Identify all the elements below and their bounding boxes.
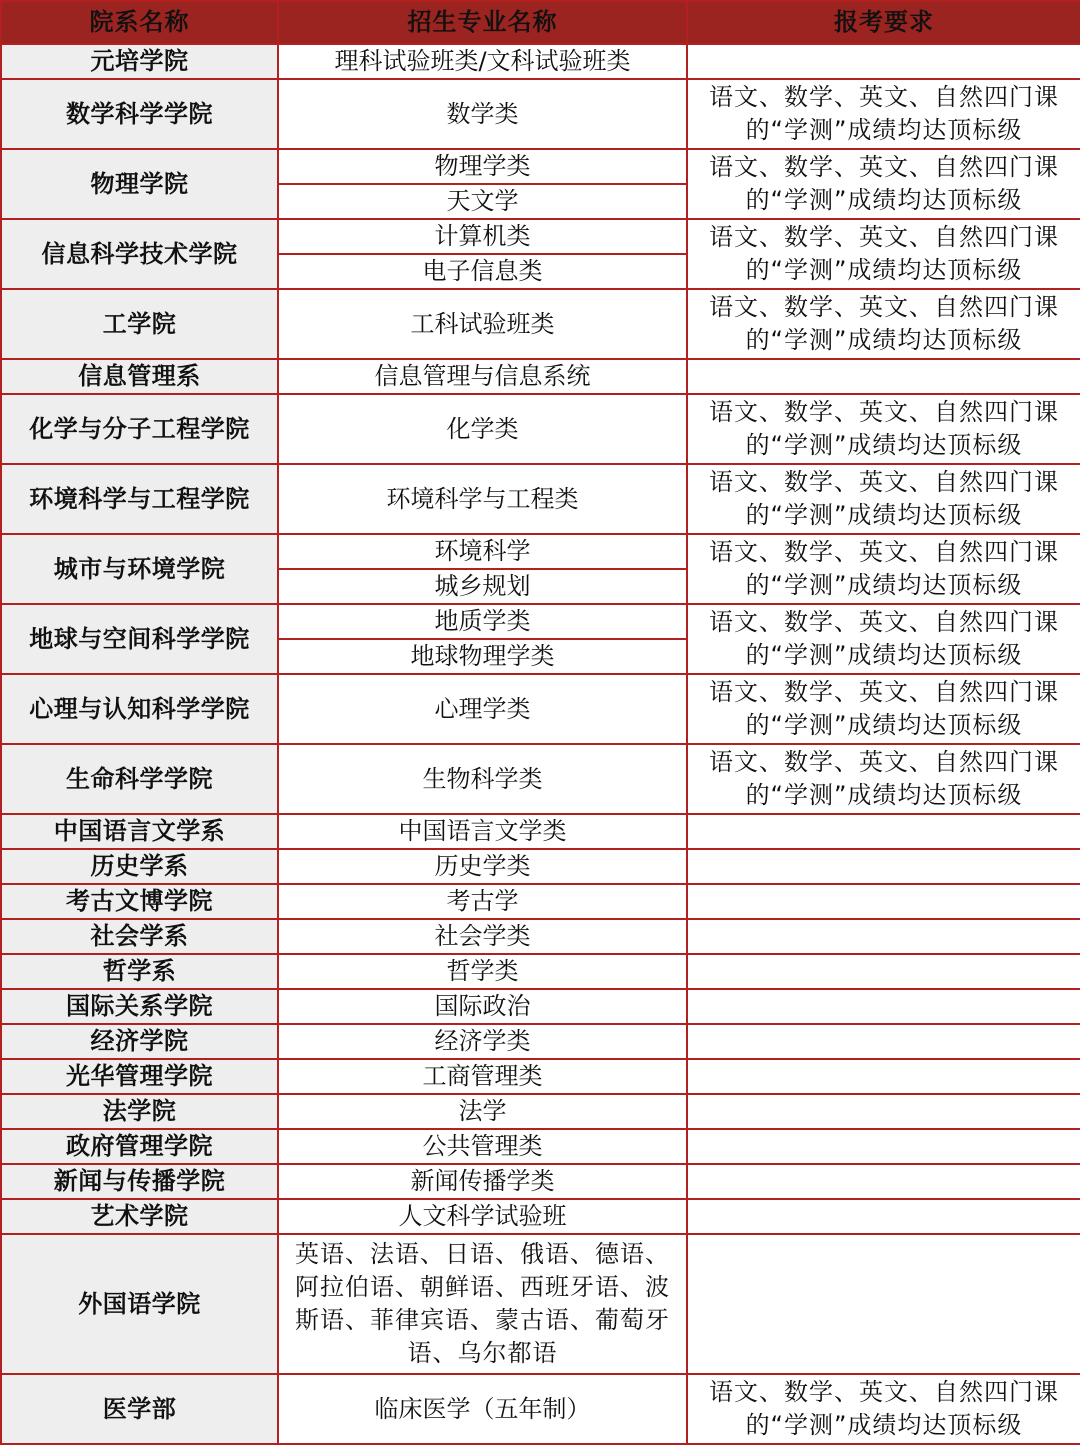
major-name-cell: 地质学类 — [278, 604, 687, 639]
requirement-cell — [687, 849, 1080, 884]
major-name-cell: 理科试验班类/文科试验班类 — [278, 44, 687, 79]
requirement-cell: 语文、数学、英文、自然四门课的“学测”成绩均达顶标级 — [687, 289, 1080, 359]
college-name-cell: 政府管理学院 — [1, 1129, 278, 1164]
major-name-cell: 新闻传播学类 — [278, 1164, 687, 1199]
college-name-cell: 国际关系学院 — [1, 989, 278, 1024]
college-name-cell: 艺术学院 — [1, 1199, 278, 1234]
table-row — [1, 464, 1080, 534]
major-name-cell: 信息管理与信息系统 — [278, 359, 687, 394]
header-major: 招生专业名称 — [278, 1, 687, 44]
requirement-cell — [687, 814, 1080, 849]
major-name-cell: 考古学 — [278, 884, 687, 919]
college-name-cell: 生命科学学院 — [1, 744, 278, 814]
college-name-cell: 城市与环境学院 — [1, 534, 278, 604]
requirement-cell: 语文、数学、英文、自然四门课的“学测”成绩均达顶标级 — [687, 534, 1080, 604]
college-name-cell: 医学部 — [1, 1374, 278, 1444]
college-name-cell: 中国语言文学系 — [1, 814, 278, 849]
requirement-cell — [687, 44, 1080, 79]
college-name-cell: 哲学系 — [1, 954, 278, 989]
requirement-cell — [687, 1234, 1080, 1374]
major-name-cell: 生物科学类 — [278, 744, 687, 814]
requirement-cell — [687, 919, 1080, 954]
college-name-cell: 环境科学与工程学院 — [1, 464, 278, 534]
table-row — [1, 1234, 1080, 1374]
major-name-cell: 经济学类 — [278, 1024, 687, 1059]
major-name-cell: 环境科学 — [278, 534, 687, 569]
major-name-cell: 哲学类 — [278, 954, 687, 989]
college-name-cell: 化学与分子工程学院 — [1, 394, 278, 464]
requirement-cell — [687, 1164, 1080, 1199]
table-row — [1, 149, 1080, 184]
table-body — [1, 44, 1080, 1444]
major-name-cell: 天文学 — [278, 184, 687, 219]
requirement-cell: 语文、数学、英文、自然四门课的“学测”成绩均达顶标级 — [687, 674, 1080, 744]
college-name-cell: 信息科学技术学院 — [1, 219, 278, 289]
college-name-cell: 心理与认知科学学院 — [1, 674, 278, 744]
major-name-cell: 公共管理类 — [278, 1129, 687, 1164]
college-name-cell: 历史学系 — [1, 849, 278, 884]
header-college: 院系名称 — [1, 1, 278, 44]
major-name-cell: 国际政治 — [278, 989, 687, 1024]
table-header — [1, 1, 1080, 44]
table-row — [1, 44, 1080, 79]
college-name-cell: 考古文博学院 — [1, 884, 278, 919]
college-name-cell: 工学院 — [1, 289, 278, 359]
major-name-cell: 工商管理类 — [278, 1059, 687, 1094]
table-row — [1, 1164, 1080, 1199]
requirement-cell — [687, 1129, 1080, 1164]
table-row — [1, 1129, 1080, 1164]
college-name-cell: 经济学院 — [1, 1024, 278, 1059]
major-name-cell: 地球物理学类 — [278, 639, 687, 674]
requirement-cell: 语文、数学、英文、自然四门课的“学测”成绩均达顶标级 — [687, 149, 1080, 219]
college-name-cell: 法学院 — [1, 1094, 278, 1129]
requirement-cell — [687, 1199, 1080, 1234]
table-row — [1, 534, 1080, 569]
major-name-cell: 化学类 — [278, 394, 687, 464]
requirement-cell — [687, 1094, 1080, 1129]
requirement-cell: 语文、数学、英文、自然四门课的“学测”成绩均达顶标级 — [687, 219, 1080, 289]
table-row — [1, 744, 1080, 814]
major-name-cell: 数学类 — [278, 79, 687, 149]
table-row — [1, 1024, 1080, 1059]
requirement-cell — [687, 1024, 1080, 1059]
table-row — [1, 674, 1080, 744]
major-name-cell: 物理学类 — [278, 149, 687, 184]
table-row — [1, 604, 1080, 639]
requirement-cell: 语文、数学、英文、自然四门课的“学测”成绩均达顶标级 — [687, 744, 1080, 814]
college-name-cell: 信息管理系 — [1, 359, 278, 394]
major-name-cell: 英语、法语、日语、俄语、德语、阿拉伯语、朝鲜语、西班牙语、波斯语、菲律宾语、蒙古语、葡萄牙语、乌尔都语 — [278, 1234, 687, 1374]
table-row — [1, 359, 1080, 394]
table-row — [1, 1374, 1080, 1444]
table-row — [1, 954, 1080, 989]
college-name-cell: 社会学系 — [1, 919, 278, 954]
college-name-cell: 地球与空间科学学院 — [1, 604, 278, 674]
table-row — [1, 394, 1080, 464]
requirement-cell: 语文、数学、英文、自然四门课的“学测”成绩均达顶标级 — [687, 604, 1080, 674]
table-row — [1, 1094, 1080, 1129]
college-name-cell: 光华管理学院 — [1, 1059, 278, 1094]
college-name-cell: 数学科学学院 — [1, 79, 278, 149]
table-row — [1, 919, 1080, 954]
college-name-cell: 外国语学院 — [1, 1234, 278, 1374]
major-name-cell: 人文科学试验班 — [278, 1199, 687, 1234]
major-name-cell: 计算机类 — [278, 219, 687, 254]
table-row — [1, 849, 1080, 884]
header-requirement: 报考要求 — [687, 1, 1080, 44]
major-name-cell: 法学 — [278, 1094, 687, 1129]
major-name-cell: 心理学类 — [278, 674, 687, 744]
major-name-cell: 中国语言文学类 — [278, 814, 687, 849]
requirement-cell — [687, 1059, 1080, 1094]
major-name-cell: 历史学类 — [278, 849, 687, 884]
requirement-cell — [687, 884, 1080, 919]
table-row — [1, 814, 1080, 849]
table-row — [1, 1059, 1080, 1094]
major-name-cell: 电子信息类 — [278, 254, 687, 289]
college-name-cell: 新闻与传播学院 — [1, 1164, 278, 1199]
major-name-cell: 环境科学与工程类 — [278, 464, 687, 534]
major-name-cell: 临床医学（五年制） — [278, 1374, 687, 1444]
header-row — [1, 1, 1080, 44]
requirement-cell — [687, 359, 1080, 394]
requirement-cell: 语文、数学、英文、自然四门课的“学测”成绩均达顶标级 — [687, 464, 1080, 534]
requirement-cell: 语文、数学、英文、自然四门课的“学测”成绩均达顶标级 — [687, 1374, 1080, 1444]
requirement-cell: 语文、数学、英文、自然四门课的“学测”成绩均达顶标级 — [687, 79, 1080, 149]
table-row — [1, 884, 1080, 919]
table-row — [1, 1199, 1080, 1234]
major-name-cell: 城乡规划 — [278, 569, 687, 604]
table-row — [1, 289, 1080, 359]
table-row — [1, 79, 1080, 149]
table-row — [1, 219, 1080, 254]
table-row — [1, 989, 1080, 1024]
requirement-cell — [687, 954, 1080, 989]
requirement-cell: 语文、数学、英文、自然四门课的“学测”成绩均达顶标级 — [687, 394, 1080, 464]
requirement-cell — [687, 989, 1080, 1024]
college-name-cell: 元培学院 — [1, 44, 278, 79]
college-name-cell: 物理学院 — [1, 149, 278, 219]
major-name-cell: 社会学类 — [278, 919, 687, 954]
major-name-cell: 工科试验班类 — [278, 289, 687, 359]
